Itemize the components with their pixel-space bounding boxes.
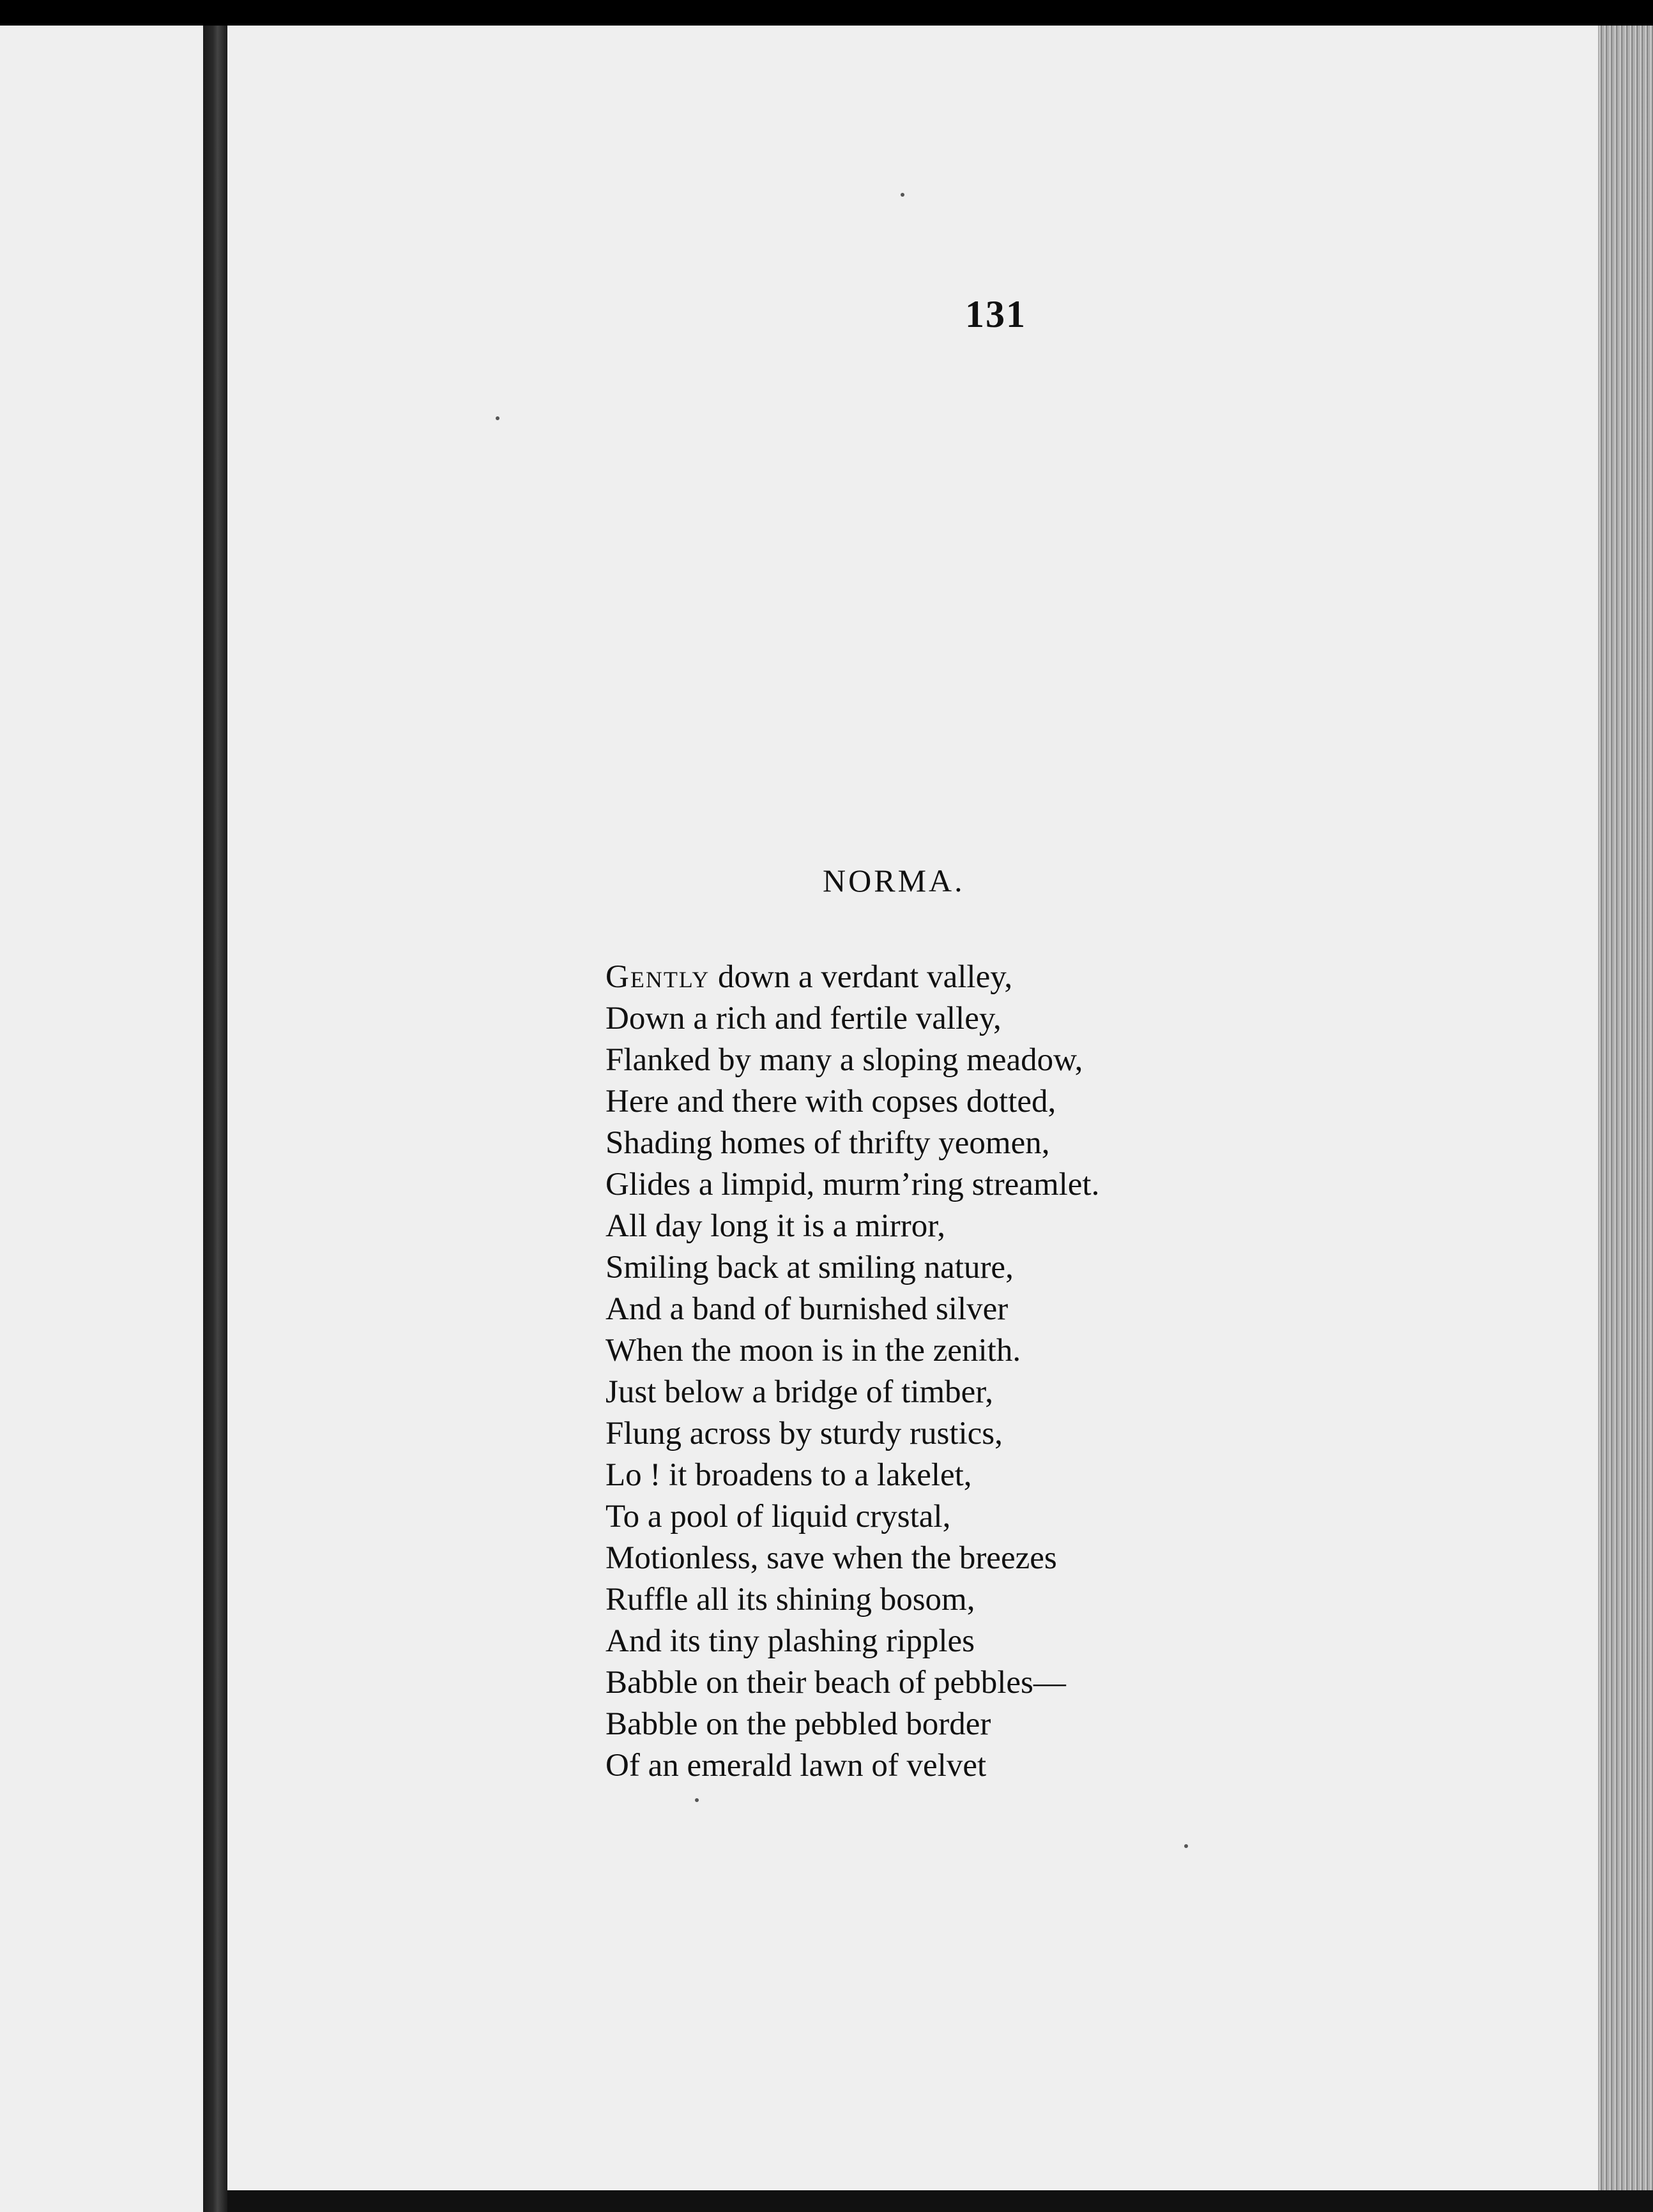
paper-speck: [901, 193, 904, 197]
poem-title: NORMA.: [823, 863, 965, 898]
poem-line: Flung across by sturdy rustics,: [606, 1416, 1003, 1451]
poem-line: When the moon is in the zenith.: [606, 1333, 1021, 1368]
poem-line: Babble on the pebbled border: [606, 1706, 991, 1742]
poem-line: Glides a limpid, murm’ring streamlet.: [606, 1167, 1100, 1202]
poem-line: And a band of burnished silver: [606, 1291, 1009, 1327]
poem-line: Here and there with copses dotted,: [606, 1084, 1056, 1119]
poem-line: Motionless, save when the breezes: [606, 1540, 1057, 1576]
page-stack-edge: [1598, 26, 1653, 2212]
first-word-small-caps: Gently: [606, 959, 710, 995]
poem-line: [606, 957, 1099, 998]
poem-line: All day long it is a mirror,: [606, 1208, 945, 1244]
poem-line: Smiling back at smiling nature,: [606, 1250, 1014, 1285]
paper-speck: [496, 416, 499, 420]
bottom-shadow: [227, 2190, 1653, 2212]
poem-line: Shading homes of thrifty yeomen,: [606, 1125, 1050, 1161]
poem-line: Babble on their beach of pebbles—: [606, 1665, 1066, 1701]
poem-line: Just below a bridge of timber,: [606, 1374, 993, 1410]
poem-line: Of an emerald lawn of velvet: [606, 1748, 987, 1784]
first-line-rest: down a verdant valley,: [710, 959, 1013, 995]
book-gutter: [203, 26, 227, 2212]
poem-line: Flanked by many a sloping meadow,: [606, 1042, 1083, 1078]
paper-speck: [695, 1798, 699, 1802]
paper-speck: [1184, 1844, 1188, 1848]
poem-line: To a pool of liquid crystal,: [606, 1499, 951, 1534]
poem-body: [606, 957, 1099, 1787]
poem-line: Ruffle all its shining bosom,: [606, 1582, 975, 1617]
poem-line: Down a rich and fertile valley,: [606, 1001, 1002, 1036]
book-page: [227, 26, 1598, 2190]
poem-line: Lo ! it broadens to a lakelet,: [606, 1457, 972, 1493]
left-page-leaf: [0, 26, 203, 2212]
page-number: 131: [965, 293, 1026, 335]
poem-line: And its tiny plashing ripples: [606, 1623, 975, 1659]
